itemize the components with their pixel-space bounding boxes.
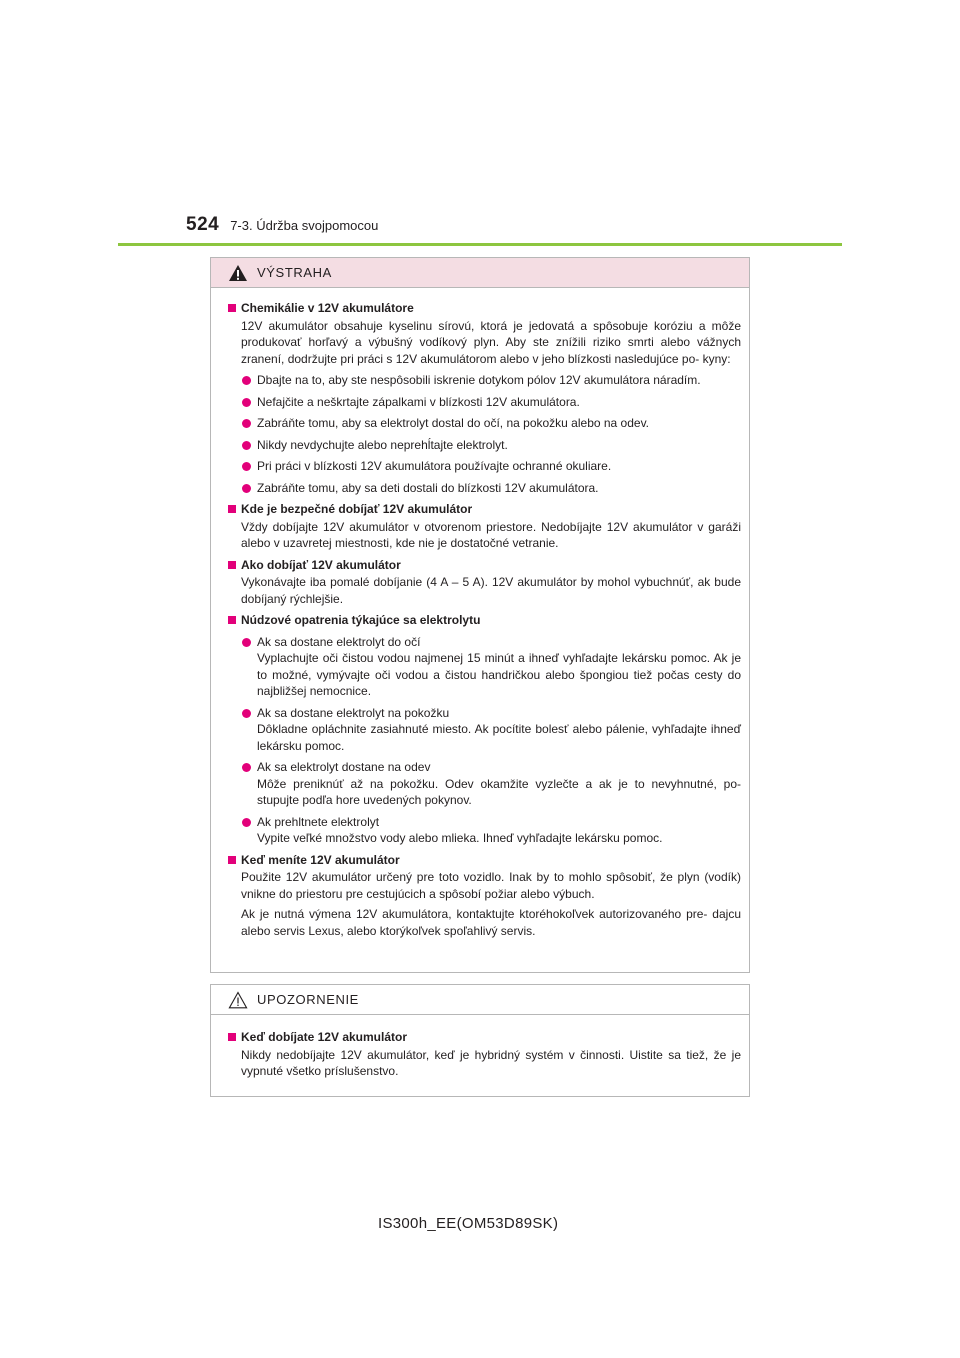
footer-model-code: IS300h_EE(OM53D89SK): [378, 1215, 559, 1232]
notice-title: UPOZORNENIE: [257, 992, 359, 1007]
square-bullet-icon: [228, 1033, 236, 1041]
header-rule: [118, 243, 842, 246]
section-text: Použite 12V akumulátor určený pre toto vozidlo. Inak by to mohlo spôsobiť, že plyn (vodík) vnikne do priestoru pre cestujúcich a spôsobí požiar alebo výbuch.: [241, 870, 741, 901]
square-bullet-icon: [228, 561, 236, 569]
warning-title: VÝSTRAHA: [257, 265, 332, 280]
bullet-dot-icon: [242, 484, 251, 493]
section-text: Vždy dobíjajte 12V akumulátor v otvorenom priestore. Nedobíjajte 12V akumulátor v garáži alebo v uzavretej miestnosti, kde nie je dostatočné vetranie.: [241, 519, 741, 550]
square-bullet-icon: [228, 856, 236, 864]
list-item: Ak sa elektrolyt dostane na odev Môže preniknúť až na pokožku. Odev okamžite vyzlečte a ak je to nevyhnutné, po- stupujte podľa hore uvedených pokynov.: [227, 759, 741, 809]
warning-header: [211, 258, 749, 288]
section-heading: Ako dobíjať 12V akumulátor: [227, 557, 741, 574]
section-heading: Núdzové opatrenia týkajúce sa elektrolytu: [227, 612, 741, 629]
list-item: Ak sa dostane elektrolyt do očí Vyplachujte oči čistou vodou najmenej 15 minút a ihneď vyhľadajte lekársku pomoc. Ak je to možné, vymývajte oči vodou a čistou handričkou alebo špongiou tiež počas cesty do najbližšej nemocnice.: [227, 634, 741, 700]
bullet-dot-icon: [242, 398, 251, 407]
section-text: 12V akumulátor obsahuje kyselinu sírovú, ktorá je jedovatá a spôsobuje koróziu a môže produkovať horľavý a výbušný vodíkový plyn. Aby ste znížili riziko smrti alebo vážnych zranení, dodržujte pri práci s 12V akumulátorom alebo v jeho blízkosti nasledujúce po- kyny:: [241, 318, 741, 366]
list-item: Pri práci v blízkosti 12V akumulátora používajte ochranné okuliare.: [227, 458, 741, 475]
bullet-dot-icon: [242, 441, 251, 450]
section-text: Ak je nutná výmena 12V akumulátora, kontaktujte ktoréhokoľvek autorizovaného pre- dajcu alebo servis Lexus, alebo ktorýkoľvek spoľahlivý servis.: [241, 907, 741, 938]
square-bullet-icon: [228, 616, 236, 624]
list-item: Ak prehltnete elektrolyt Vypite veľké množstvo vody alebo mlieka. Ihneď vyhľadajte lekársku pomoc.: [227, 814, 741, 847]
warning-body: [211, 288, 749, 939]
section-heading: Keď dobíjate 12V akumulátor: [227, 1029, 741, 1046]
page-number: 524: [186, 214, 220, 235]
list-item: Ak sa dostane elektrolyt na pokožku Dôkladne opláchnite zasiahnuté miesto. Ak pocítite bolesť alebo pálenie, vyhľadajte ihneď lekársku pomoc.: [227, 705, 741, 755]
list-item: Zabráňte tomu, aby sa elektrolyt dostal do očí, na pokožku alebo na odev.: [227, 415, 741, 432]
warning-triangle-outline-icon: [228, 991, 248, 1009]
warning-box: [210, 257, 750, 973]
list-item: Dbajte na to, aby ste nespôsobili iskrenie dotykom pólov 12V akumulátora náradím.: [227, 372, 741, 389]
bullet-dot-icon: [242, 462, 251, 471]
warning-triangle-icon: [228, 264, 248, 282]
section-text: Nikdy nedobíjajte 12V akumulátor, keď je hybridný systém v činnosti. Uistite sa tiež, že je vypnuté všetko príslušenstvo.: [241, 1047, 741, 1078]
square-bullet-icon: [228, 304, 236, 312]
page-header: [186, 214, 378, 236]
section-heading: Chemikálie v 12V akumulátore: [227, 300, 741, 317]
section-text: Vykonávajte iba pomalé dobíjanie (4 A – 5 A). 12V akumulátor by mohol vybuchnúť, ak bude dobíjaný rýchlejšie.: [241, 575, 741, 606]
bullet-dot-icon: [242, 376, 251, 385]
bullet-dot-icon: [242, 763, 251, 772]
bullet-dot-icon: [242, 419, 251, 428]
list-item: Nikdy nevdychujte alebo neprehĺtajte elektrolyt.: [227, 437, 741, 454]
section-title: 7-3. Údržba svojpomocou: [230, 218, 379, 233]
list-item: Zabráňte tomu, aby sa deti dostali do blízkosti 12V akumulátora.: [227, 480, 741, 497]
notice-body: [211, 1015, 749, 1080]
section-heading: Keď meníte 12V akumulátor: [227, 852, 741, 869]
bullet-dot-icon: [242, 709, 251, 718]
square-bullet-icon: [228, 505, 236, 513]
bullet-dot-icon: [242, 818, 251, 827]
bullet-dot-icon: [242, 638, 251, 647]
notice-header: [211, 985, 749, 1015]
section-heading: Kde je bezpečné dobíjať 12V akumulátor: [227, 501, 741, 518]
list-item: Nefajčite a neškrtajte zápalkami v blízkosti 12V akumulátora.: [227, 394, 741, 411]
notice-box: [210, 984, 750, 1097]
